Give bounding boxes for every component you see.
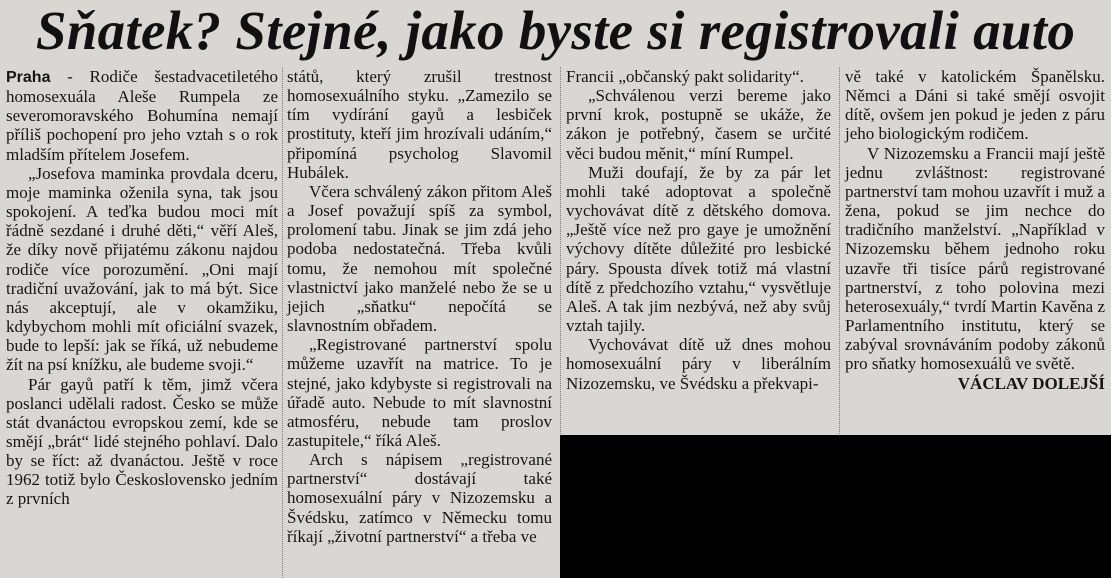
article-column-1 xyxy=(6,67,278,509)
dateline-separator: - xyxy=(50,67,90,86)
paragraph: V Nizozemsku a Francii mají ještě jednu zvláštnost: registrované partnerství tam mohou uzavřít i muž a žena, pokud se jim nechce do tradičního manželství. „Například v Nizozemsku během jednoho roku uzavře tři tisíce párů registrované partnerství, z toho polovina mezi heterosexuály,“ tvrdí Martin Kavěna z Parlamentního institutu, který se zabýval srovnáváním podoby zákonů pro sňatky homosexuálů ve světě. xyxy=(845,143,1105,374)
article-column-2 xyxy=(287,67,552,546)
paragraph-text: Rodiče šestadvacetiletého homosexuála Aleše Rumpela ze severomoravského Bohumína nemají příliš pochopení pro jeho vztah s o rok mladším přítelem Josefem. xyxy=(6,67,278,164)
paragraph: „Registrované partnerství spolu můžeme uzavřít na matrice. To je stejné, jako kdybyste si registrovali na úřadě auto. Nebude to mít slavnostní atmosféru, nebude tam proslov zastupitele,“ říká Aleš. xyxy=(287,335,552,450)
article-column-4 xyxy=(845,67,1105,393)
paragraph: Vychovávat dítě už dnes mohou homosexuální páry v liberálním Nizozemsku, ve Švédsku a překvapi- xyxy=(566,335,831,393)
paragraph: vě také v katolickém Španělsku. Němci a Dáni si také smějí osvojit dítě, ovšem jen pokud je jeden z páru jeho biologickým rodičem. xyxy=(845,67,1105,144)
paragraph: Pár gayů patří k těm, jimž včera poslanci udělali radost. Česko se může stát dvanáctou evropskou zemí, kde se smějí „brát“ lidé stejného pohlaví. Dalo by se říct: až dvanáctou. Ještě v roce 1962 totiž bylo Československo jedním z prvních xyxy=(6,374,278,509)
dateline: Praha xyxy=(6,69,51,86)
paragraph: Muži doufají, že by za pár let mohli také adoptovat a společně vychovávat dítě z dětského domova. „Ještě více než pro gaye je umožnění výchovy dítěte důležité pro lesbické páry. Spousta dívek totiž má vlastní dítě z předchozího vztahu,“ vysvětluje Aleš. A tak jim nezbývá, než aby svůj vztah tajily. xyxy=(566,162,831,336)
paragraph: Včera schválený zákon přitom Aleš a Josef považují spíš za symbol, prolomení tabu. Jinak se jim zdá jeho podoba nedostatečná. Třeba kvůli tomu, že nemohou mít společné vlastnictví jako manželé nebo že se u jejich „sňatku“ nepočítá se slavnostním obřadem. xyxy=(287,181,552,336)
paragraph: Francii „občanský pakt solidarity“. xyxy=(566,67,804,86)
paragraph: „Josefova maminka provdala dceru, moje maminka oženila syna, tak jsou spokojení. A teďka budou moci mít řádně sezdané i druhé děti,“ věří Aleš, že díky nově přijatému zákonu najdou rodiče více porozumění. „Oni mají tradiční uvažování, jak to má být. Sice nás akceptují, ale v okamžiku, kdybychom mohli mít oficiální svazek, bude to lepší: jak se říká, už nebudeme žít na psí knížku, ale budeme svoji.“ xyxy=(6,163,278,375)
headline: Sňatek? Stejné, jako byste si registrovali auto xyxy=(35,0,1076,61)
redacted-area xyxy=(560,435,1111,578)
column-divider xyxy=(282,67,283,578)
article-column-3 xyxy=(566,67,831,393)
paragraph xyxy=(6,67,278,164)
paragraph: států, který zrušil trestnost homosexuálního styku. „Zamezilo se tím vydírání gayů a lesbiček prostituty, kteří jim hrozívali udáním,“ připomíná psycholog Slavomil Hubálek. xyxy=(287,67,552,182)
paragraph: „Schválenou verzi bereme jako první krok, postupně se ukáže, že zákon je potřebný, časem se určité věci budou měnit,“ míní Rumpel. xyxy=(566,86,831,163)
author-name: VÁCLAV DOLEJŠÍ xyxy=(957,373,1105,393)
column-divider xyxy=(839,67,840,434)
paragraph: Arch s nápisem „registrované partnerství“ dostávají také homosexuální páry v Nizozemsku a Švédsku, zatímco v Německu tomu říkají „životní partnerství“ a třeba ve xyxy=(287,450,552,546)
